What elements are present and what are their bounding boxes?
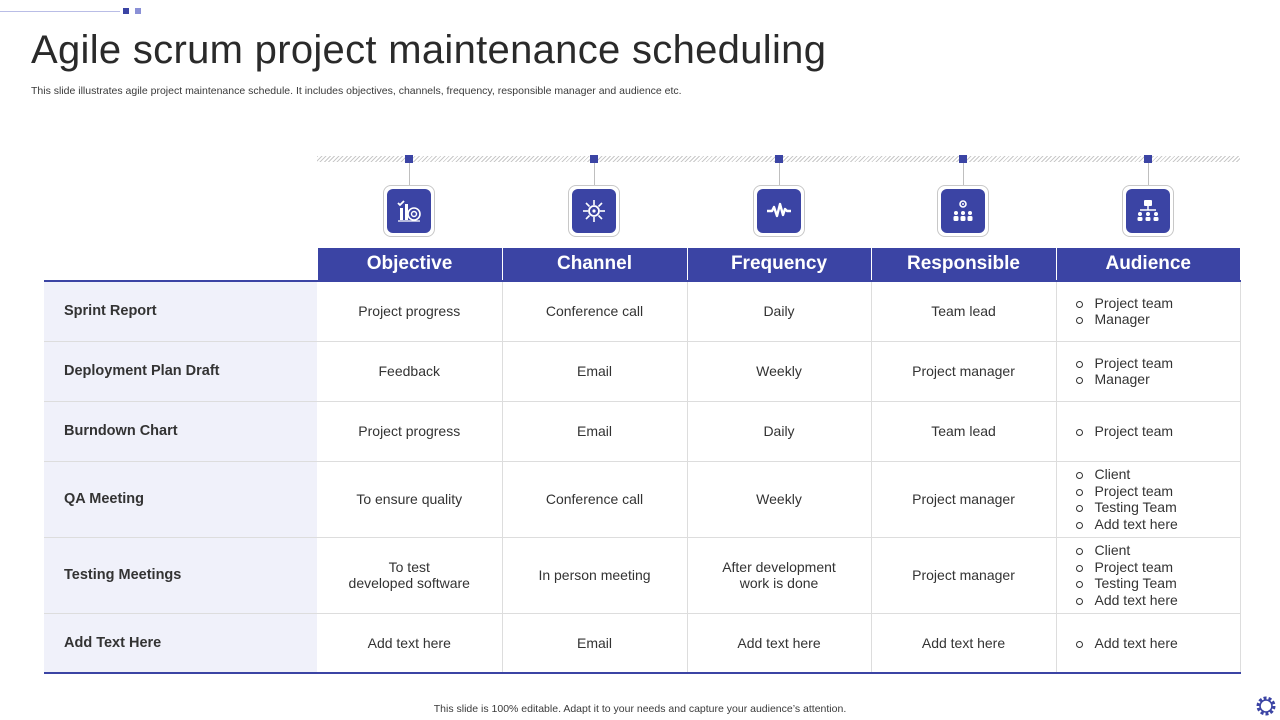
network-hub-icon <box>579 196 609 226</box>
table-row <box>44 613 1240 673</box>
schedule-table <box>44 248 1241 674</box>
responsible-cell: Team lead <box>871 281 1056 341</box>
table-row <box>44 537 1240 613</box>
channel-cell: In person meeting <box>502 537 687 613</box>
audience-list <box>1075 355 1240 388</box>
table-row <box>44 461 1240 537</box>
audience-cell <box>1056 281 1240 341</box>
connector-line <box>779 163 780 185</box>
audience-item: Add text here <box>1075 516 1240 533</box>
slide-footer: This slide is 100% editable. Adapt it to your needs and capture your audience’s attention. <box>433 703 847 715</box>
audience-item: Project team <box>1075 559 1240 576</box>
responsible-cell: Project manager <box>871 537 1056 613</box>
audience-item: Project team <box>1075 423 1240 440</box>
frequency-cell: Daily <box>687 281 871 341</box>
objective-line: To test <box>388 559 430 575</box>
responsible-cell: Add text here <box>871 613 1056 673</box>
timeline-node <box>775 155 783 163</box>
audience-cell <box>1056 401 1240 461</box>
timeline-node <box>405 155 413 163</box>
audience-item: Project team <box>1075 355 1240 372</box>
table-row <box>44 341 1240 401</box>
audience-item: Project team <box>1075 483 1240 500</box>
frequency-line: work is done <box>739 575 819 591</box>
column-header-responsible: Responsible <box>871 248 1056 281</box>
column-header-objective: Objective <box>317 248 502 281</box>
audience-list <box>1075 635 1240 652</box>
audience-cell <box>1056 613 1240 673</box>
responsible-cell: Project manager <box>871 461 1056 537</box>
timeline-node <box>590 155 598 163</box>
connector-line <box>409 163 410 185</box>
objective-cell: Add text here <box>317 613 502 673</box>
audience-icon-tile <box>1122 185 1174 237</box>
gear-icon[interactable] <box>1254 694 1278 718</box>
top-accent-square <box>123 8 129 14</box>
audience-item: Project team <box>1075 295 1240 312</box>
channel-cell: Conference call <box>502 461 687 537</box>
audience-item: Manager <box>1075 371 1240 388</box>
channel-cell: Email <box>502 613 687 673</box>
audience-cell <box>1056 341 1240 401</box>
timeline-node <box>959 155 967 163</box>
responsible-cell: Team lead <box>871 401 1056 461</box>
org-chart-icon <box>1133 196 1163 226</box>
row-label: Sprint Report <box>44 281 317 341</box>
team-gear-icon <box>948 196 978 226</box>
frequency-cell: Add text here <box>687 613 871 673</box>
row-label: Add Text Here <box>44 613 317 673</box>
slide-title: Agile scrum project maintenance scheduling <box>31 28 827 72</box>
pulse-wave-icon <box>764 196 794 226</box>
audience-item: Testing Team <box>1075 499 1240 516</box>
table-header-row <box>44 248 1240 281</box>
objective-line: developed software <box>348 575 470 591</box>
audience-item: Add text here <box>1075 635 1240 652</box>
responsible-cell: Project manager <box>871 341 1056 401</box>
responsible-icon-tile <box>937 185 989 237</box>
objective-cell: Feedback <box>317 341 502 401</box>
audience-item: Manager <box>1075 311 1240 328</box>
objective-cell: To ensure quality <box>317 461 502 537</box>
objective-cell: Project progress <box>317 281 502 341</box>
channel-cell: Email <box>502 341 687 401</box>
table-row <box>44 281 1240 341</box>
audience-list <box>1075 466 1240 532</box>
column-header-channel: Channel <box>502 248 687 281</box>
objective-cell: Project progress <box>317 401 502 461</box>
timeline-node <box>1144 155 1152 163</box>
row-label: Burndown Chart <box>44 401 317 461</box>
top-accent-square <box>135 8 141 14</box>
frequency-cell <box>687 537 871 613</box>
table-corner <box>44 248 317 281</box>
slide-subtitle: This slide illustrates agile project maintenance schedule. It includes objectives, channels, frequency, responsible manager and audience etc. <box>31 85 682 97</box>
row-label: Deployment Plan Draft <box>44 341 317 401</box>
table-row <box>44 401 1240 461</box>
chart-target-icon <box>394 196 424 226</box>
audience-list <box>1075 423 1240 440</box>
audience-cell <box>1056 461 1240 537</box>
frequency-icon-tile <box>753 185 805 237</box>
row-label: QA Meeting <box>44 461 317 537</box>
channel-cell: Conference call <box>502 281 687 341</box>
audience-item: Add text here <box>1075 592 1240 609</box>
connector-line <box>594 163 595 185</box>
audience-list <box>1075 295 1240 328</box>
audience-list <box>1075 542 1240 608</box>
objective-icon-tile <box>383 185 435 237</box>
frequency-cell: Daily <box>687 401 871 461</box>
row-label: Testing Meetings <box>44 537 317 613</box>
connector-line <box>963 163 964 185</box>
connector-line <box>1148 163 1149 185</box>
audience-item: Client <box>1075 542 1240 559</box>
frequency-cell: Weekly <box>687 461 871 537</box>
top-accent-line <box>0 11 120 12</box>
audience-item: Testing Team <box>1075 575 1240 592</box>
audience-item: Client <box>1075 466 1240 483</box>
column-header-audience: Audience <box>1056 248 1240 281</box>
frequency-line: After development <box>722 559 836 575</box>
frequency-cell: Weekly <box>687 341 871 401</box>
channel-cell: Email <box>502 401 687 461</box>
channel-icon-tile <box>568 185 620 237</box>
audience-cell <box>1056 537 1240 613</box>
objective-cell <box>317 537 502 613</box>
column-header-frequency: Frequency <box>687 248 871 281</box>
